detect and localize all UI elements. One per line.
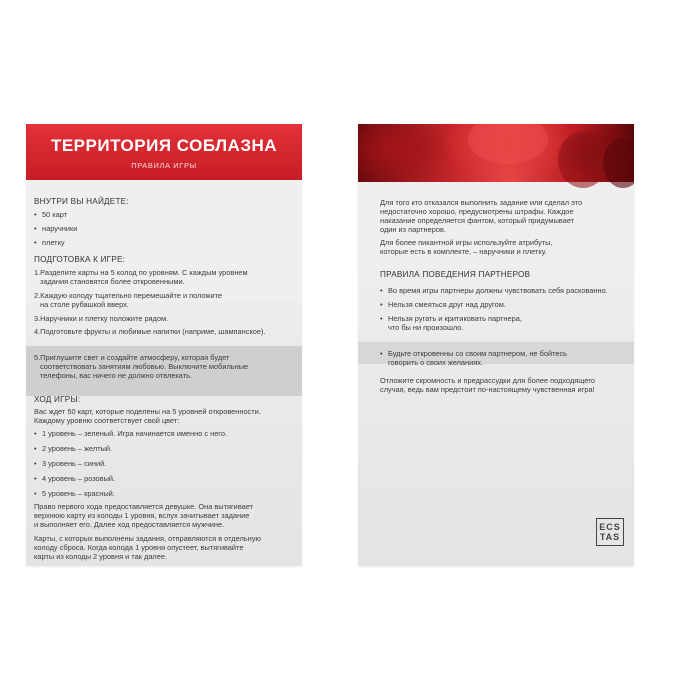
prep-step: соответствовать занятиям любовью. Выключите мобильные <box>40 362 249 371</box>
inside-item: • 50 карт <box>34 210 68 219</box>
inside-item: • плетку <box>34 238 65 247</box>
first-move-text: Право первого хода предоставляется девушке. Она вытягивает <box>34 502 254 511</box>
penalty-text: наказание определяется фантом, который придумывает <box>380 216 574 225</box>
discard-text: карты из колоды 2 уровня и так далее. <box>34 552 168 561</box>
prep-step: 1.Разделите карты на 5 колод по уровням. С каждым уровнем <box>34 268 248 277</box>
penalty-text: один из партнеров. <box>380 225 446 234</box>
level-item: • 2 уровень – желтый. <box>34 444 113 453</box>
inside-item: • наручники <box>34 224 78 233</box>
ecstas-logo <box>596 518 624 546</box>
level-item: • 4 уровень – розовый. <box>34 474 116 483</box>
photo-shape <box>468 124 548 164</box>
prep-step: на столе рубашкой вверх. <box>40 300 129 309</box>
behavior-rules-heading: ПРАВИЛА ПОВЕДЕНИЯ ПАРТНЕРОВ <box>380 270 531 279</box>
course-text: Вас ждет 50 карт, которые поделены на 5 уровней откровенности. <box>34 407 261 416</box>
prep-heading: ПОДГОТОВКА К ИГРЕ: <box>34 255 126 264</box>
attributes-text: Для более пикантной игры используйте атрибуты, <box>380 238 553 247</box>
prep-step: 3.Наручники и плетку положите рядом. <box>34 314 169 323</box>
prep-step: 4.Подготовьте фрукты и любимые напитки (наприме, шампанское). <box>34 327 266 336</box>
penalty-text: недостаточно хорошо, предусмотрены штрафы. Каждое <box>380 207 574 216</box>
behavior-rule: • Нельзя ругать и критиковать партнера, <box>380 314 522 323</box>
logo-text: TAS <box>599 532 621 542</box>
prep-step: 2.Каждую колоду тщательно перемешайте и положите <box>34 291 222 300</box>
first-move-text: верхнюю карту из колоды 1 уровня, вслух зачитывает задание <box>34 511 250 520</box>
prep-step: телефоны, вас ничего не должно отвлекать. <box>40 371 193 380</box>
closing-text: Отложите скромность и предрассудки для более подходящего <box>380 376 596 385</box>
behavior-rule: что бы ни произошло. <box>388 323 464 332</box>
game-title: ТЕРРИТОРИЯ СОБЛАЗНА <box>50 136 278 155</box>
game-subtitle: ПРАВИЛА ИГРЫ <box>131 161 197 170</box>
penalty-text: Для того кто отказался выполнить задание или сделал это <box>380 198 583 207</box>
photo-shape <box>603 138 634 188</box>
rules-page-right <box>358 124 634 566</box>
logo-text: ECS <box>599 522 621 532</box>
closing-text: случая, ведь вам предстоит по-настоящему чувственная игра! <box>380 385 595 394</box>
title-banner <box>26 124 302 180</box>
behavior-rule: • Во время игры партнеры должны чувствовать себя раскованно. <box>380 286 608 295</box>
course-text: Каждому уровню соответствует свой цвет: <box>34 416 180 425</box>
level-item: • 1 уровень – зеленый. Игра начинается именно с него. <box>34 429 228 438</box>
level-item: • 5 уровень – красный. <box>34 489 115 498</box>
behavior-rule: говорить о своих желаниях. <box>388 358 484 367</box>
first-move-text: и выполняет его. Далее ход предоставляется мужчине. <box>34 520 225 529</box>
prep-step: задания становятся более откровенными. <box>40 277 185 286</box>
discard-text: Карты, с которых выполнены задания, отправляются в отдельную <box>34 534 261 543</box>
prep-step: 5.Приглушите свет и создайте атмосферу, которая будет <box>34 353 230 362</box>
discard-text: колоду сброса. Когда колода 1 уровня опустеет, вытягивайте <box>34 543 244 552</box>
behavior-rule: • Будьте откровенны со своим партнером, не бойтесь <box>380 349 568 358</box>
photo-shape <box>558 132 608 188</box>
rules-page-left <box>26 124 302 566</box>
inside-heading: ВНУТРИ ВЫ НАЙДЕТЕ: <box>34 197 129 206</box>
attributes-text: которые есть в комплекте, – наручники и плетку. <box>380 247 547 256</box>
level-item: • 3 уровень – синий. <box>34 459 107 468</box>
course-heading: ХОД ИГРЫ: <box>34 395 81 404</box>
couple-photo <box>358 124 634 182</box>
behavior-rule: • Нельзя смеяться друг над другом. <box>380 300 506 309</box>
